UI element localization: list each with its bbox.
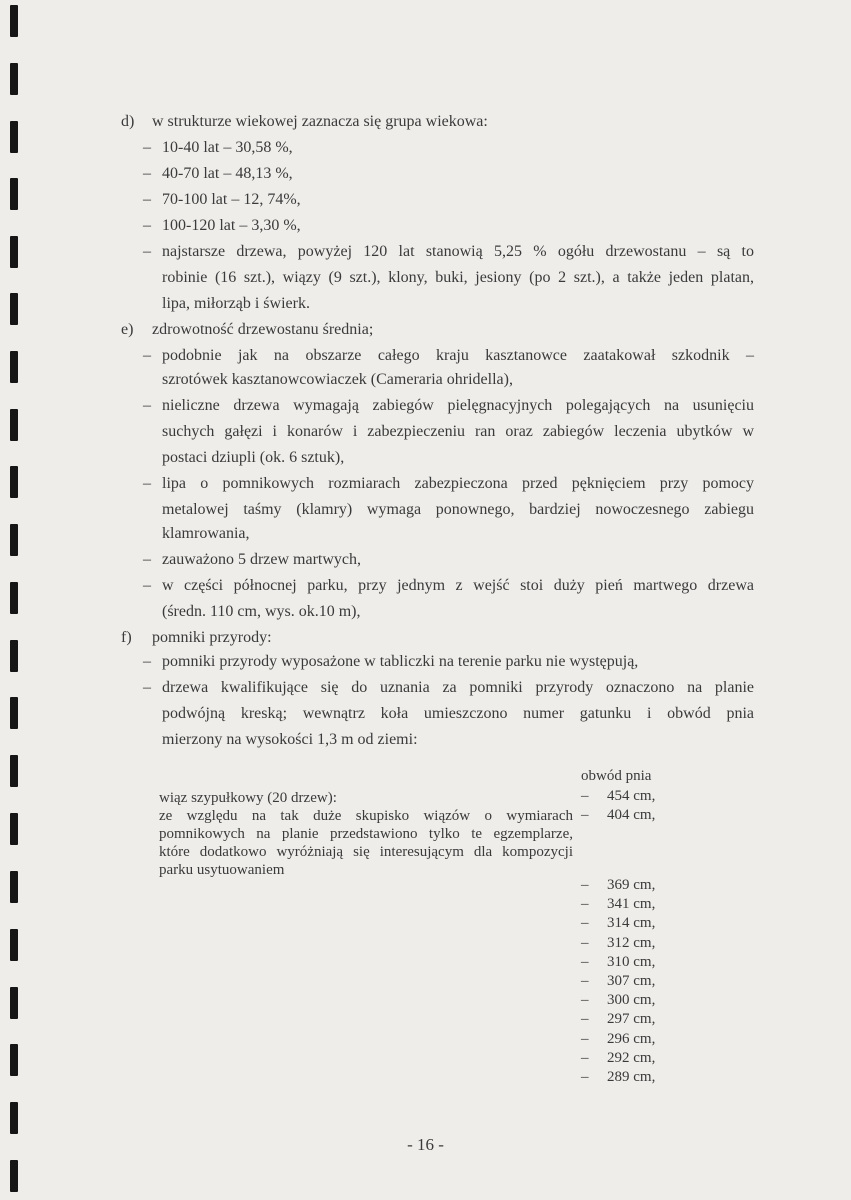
tree-note-line: pomnikowych na planie przedstawiono tylko te egzemplarze, <box>159 826 573 842</box>
list-dash: – <box>143 139 151 156</box>
health-item-line: zauważono 5 drzew martwych, <box>162 551 362 568</box>
health-item-line: klamrowania, <box>162 525 250 542</box>
list-dash: – <box>143 475 151 492</box>
binding-holes <box>10 0 20 1200</box>
health-item-line: suchych gałęzi i konarów i zabezpieczeniu ran oraz zabiegów leczenia ubytków w <box>162 423 754 440</box>
binding-hole <box>10 466 18 498</box>
binding-hole <box>10 640 18 672</box>
list-dash: – <box>143 191 151 208</box>
tree-girth-value: 289 cm, <box>607 1069 656 1085</box>
health-item-line: (średn. 110 cm, wys. ok.10 m), <box>162 603 361 620</box>
tree-girth-row <box>581 895 661 914</box>
list-dash: – <box>143 653 151 670</box>
section-e-label: e) <box>121 321 134 338</box>
list-dash: – <box>581 973 589 989</box>
binding-hole <box>10 5 18 37</box>
binding-hole <box>10 813 18 845</box>
tree-girth-value: 310 cm, <box>607 953 656 970</box>
list-dash: – <box>581 1069 589 1085</box>
binding-hole <box>10 178 18 210</box>
health-item-line: metalowej taśmy (klamry) wymaga ponownego, bardziej nowoczesnego zabiegu <box>162 501 754 518</box>
list-dash: – <box>143 347 151 364</box>
list-dash: – <box>143 679 151 696</box>
binding-hole <box>10 929 18 961</box>
oldest-trees-line: robinie (16 szt.), wiązy (9 szt.), klony, buki, jesiony (po 2 szt.), a także jeden platan, <box>162 269 754 286</box>
tree-girth-row <box>581 934 661 953</box>
binding-hole <box>10 1044 18 1076</box>
oldest-trees-line: lipa, miłorząb i świerk. <box>162 295 310 312</box>
tree-note-line: ze względu na tak duże skupisko wiązów o wymiarach <box>159 808 573 824</box>
tree-girth-row <box>581 1010 661 1029</box>
tree-girth-row <box>581 787 661 806</box>
list-dash: – <box>581 896 589 913</box>
tree-girth-row <box>581 972 661 991</box>
tree-girth-value: 341 cm, <box>607 896 656 913</box>
list-dash: – <box>581 877 589 893</box>
binding-hole <box>10 987 18 1019</box>
binding-hole <box>10 121 18 153</box>
tree-girth-value: 292 cm, <box>607 1049 656 1066</box>
list-dash: – <box>581 788 589 804</box>
binding-hole <box>10 697 18 729</box>
tree-girth-value: 296 cm, <box>607 1030 656 1047</box>
list-dash: – <box>143 397 151 414</box>
tree-girth-value: 454 cm, <box>607 788 656 804</box>
list-dash: – <box>581 934 589 951</box>
page-number: - 16 - <box>407 1135 444 1154</box>
binding-hole <box>10 236 18 268</box>
binding-hole <box>10 351 18 383</box>
list-dash: – <box>143 217 151 234</box>
binding-hole <box>10 755 18 787</box>
health-item-line: podobnie jak na obszarze całego kraju kasztanowce zaatakował szkodnik – <box>162 347 754 364</box>
section-f-intro: pomniki przyrody: <box>152 629 272 646</box>
tree-note-line: które dodatkowo wyróżniają się interesującym dla kompozycji <box>159 844 573 860</box>
list-dash: – <box>581 992 589 1009</box>
monument-item-line: podwójną kreską; wewnątrz koła umieszczono numer gatunku i obwód pnia <box>162 705 754 722</box>
monument-item-line: drzewa kwalifikujące się do uznania za pomniki przyrody oznaczono na planie <box>162 679 754 696</box>
list-dash: – <box>581 915 589 932</box>
list-dash: – <box>143 165 151 182</box>
tree-girth-value: 314 cm, <box>607 915 656 932</box>
health-item-line: w części północnej parku, przy jednym z wejść stoi duży pień martwego drzewa <box>162 577 754 594</box>
tree-girth-value: 312 cm, <box>607 934 656 951</box>
binding-hole <box>10 63 18 95</box>
tree-girth-row <box>581 1030 661 1049</box>
binding-hole <box>10 1102 18 1134</box>
oldest-trees-line: najstarsze drzewa, powyżej 120 lat stanowią 5,25 % ogółu drzewostanu – są to <box>162 243 754 260</box>
list-dash: – <box>143 551 151 568</box>
tree-girth-value: 404 cm, <box>607 807 656 823</box>
list-dash: – <box>143 243 151 260</box>
tree-girth-row <box>581 1049 661 1068</box>
tree-girth-row <box>581 806 661 825</box>
list-dash: – <box>581 1049 589 1066</box>
list-dash: – <box>581 807 589 823</box>
tree-girth-row <box>581 914 661 933</box>
binding-hole <box>10 582 18 614</box>
health-item-line: nieliczne drzewa wymagają zabiegów pielęgnacyjnych polegających na usunięciu <box>162 397 754 414</box>
section-d-intro: w strukturze wiekowej zaznacza się grupa wiekowa: <box>152 113 488 130</box>
list-dash: – <box>143 577 151 594</box>
binding-hole <box>10 871 18 903</box>
health-item-line: szrotówek kasztanowcowiaczek (Cameraria ohridella), <box>162 371 513 388</box>
section-e-intro: zdrowotność drzewostanu średnia; <box>152 321 374 338</box>
age-group-item: 10-40 lat – 30,58 %, <box>162 139 293 156</box>
age-group-item: 40-70 lat – 48,13 %, <box>162 165 293 182</box>
tree-girth-value: 300 cm, <box>607 992 656 1009</box>
tree-species: wiąz szypułkowy (20 drzew): <box>159 790 337 806</box>
binding-hole <box>10 524 18 556</box>
tree-girth-value: 307 cm, <box>607 973 656 989</box>
list-dash: – <box>581 1011 589 1028</box>
binding-hole <box>10 293 18 325</box>
tree-girth-row <box>581 991 661 1010</box>
tree-girth-row <box>581 953 661 972</box>
tree-girth-value: 297 cm, <box>607 1011 656 1028</box>
health-item-line: postaci dziupli (ok. 6 sztuk), <box>162 449 345 466</box>
age-group-item: 70-100 lat – 12, 74%, <box>162 191 301 208</box>
monument-item-line: pomniki przyrody wyposażone w tabliczki na terenie parku nie występują, <box>162 653 639 670</box>
tree-note-line: parku usytuowaniem <box>159 862 285 878</box>
section-d-label: d) <box>121 113 135 130</box>
tree-girth-row <box>581 1068 661 1087</box>
monument-item-line: mierzony na wysokości 1,3 m od ziemi: <box>162 731 418 748</box>
section-f-label: f) <box>121 629 132 646</box>
binding-hole <box>10 1160 18 1192</box>
health-item-line: lipa o pomnikowych rozmiarach zabezpieczona przed pęknięciem przy pomocy <box>162 475 754 492</box>
tree-girth-row <box>581 876 661 895</box>
list-dash: – <box>581 1030 589 1047</box>
girth-column-header: obwód pnia <box>581 768 652 784</box>
list-dash: – <box>581 953 589 970</box>
binding-hole <box>10 409 18 441</box>
age-group-item: 100-120 lat – 3,30 %, <box>162 217 301 234</box>
tree-girth-value: 369 cm, <box>607 877 656 893</box>
